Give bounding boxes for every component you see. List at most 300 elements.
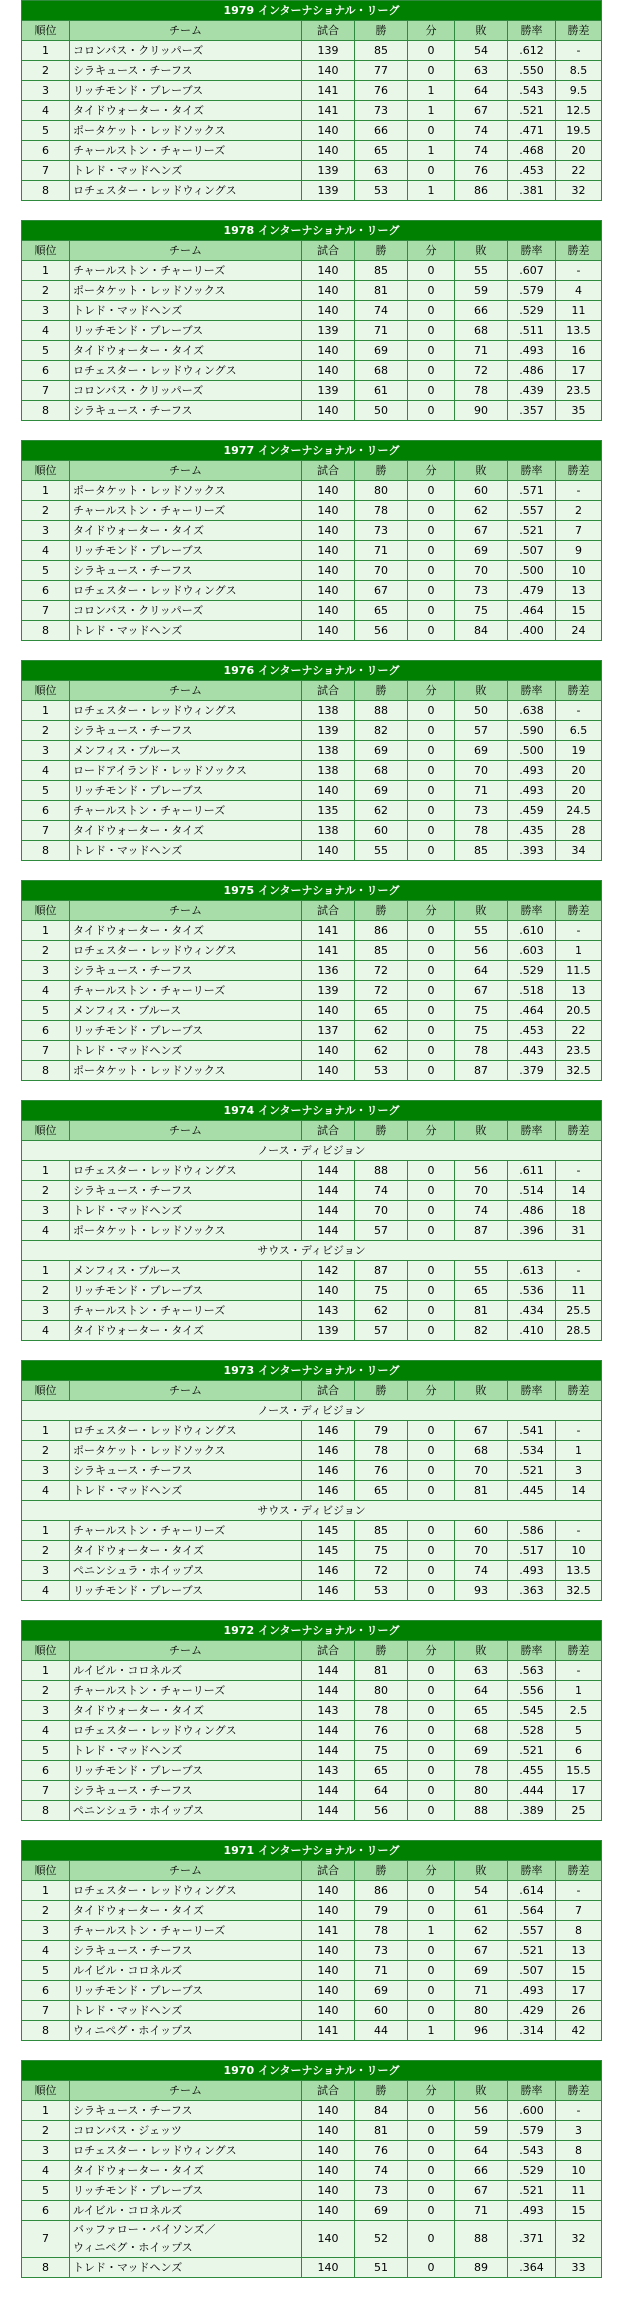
cell-team: コロンバス・ジェッツ — [70, 2121, 302, 2141]
cell-team: ロチェスター・レッドウィングス — [70, 181, 302, 201]
cell-gb: 1 — [556, 941, 602, 961]
cell-pct: .445 — [508, 1481, 556, 1501]
cell-games: 144 — [302, 1781, 355, 1801]
cell-wins: 64 — [355, 1781, 408, 1801]
header-row — [22, 681, 602, 701]
season-title: 1975 インターナショナル・リーグ — [22, 881, 602, 901]
cell-gb: 33 — [556, 2258, 602, 2278]
season-table — [21, 880, 601, 1081]
cell-losses: 56 — [455, 941, 508, 961]
cell-draws: 0 — [408, 1761, 455, 1781]
cell-gb: 42 — [556, 2021, 602, 2041]
cell-gb: 3 — [556, 1461, 602, 1481]
cell-losses: 70 — [455, 761, 508, 781]
cell-draws: 0 — [408, 2101, 455, 2121]
cell-gb: 32.5 — [556, 1061, 602, 1081]
cell-pct: .612 — [508, 41, 556, 61]
table-row — [22, 1961, 602, 1981]
cell-team: チャールストン・チャーリーズ — [70, 801, 302, 821]
column-header-rank: 順位 — [22, 461, 70, 481]
column-header-gb: 勝差 — [556, 1641, 602, 1661]
cell-wins: 52 — [355, 2221, 408, 2258]
cell-losses: 64 — [455, 961, 508, 981]
standings-table — [21, 1840, 602, 2041]
table-row — [22, 1421, 602, 1441]
cell-pct: .590 — [508, 721, 556, 741]
cell-games: 143 — [302, 1761, 355, 1781]
cell-losses: 88 — [455, 2221, 508, 2258]
standings-table — [21, 1100, 602, 1341]
column-header-wins: 勝 — [355, 1861, 408, 1881]
column-header-wins: 勝 — [355, 1121, 408, 1141]
cell-pct: .586 — [508, 1521, 556, 1541]
cell-games: 140 — [302, 521, 355, 541]
table-row — [22, 1201, 602, 1221]
cell-games: 140 — [302, 841, 355, 861]
cell-wins: 84 — [355, 2101, 408, 2121]
cell-games: 140 — [302, 2181, 355, 2201]
cell-gb: 17 — [556, 361, 602, 381]
table-row — [22, 2181, 602, 2201]
cell-gb: 35 — [556, 401, 602, 421]
cell-pct: .493 — [508, 1981, 556, 2001]
cell-gb: 7 — [556, 521, 602, 541]
cell-rank: 1 — [22, 921, 70, 941]
cell-losses: 60 — [455, 481, 508, 501]
cell-pct: .511 — [508, 321, 556, 341]
cell-draws: 0 — [408, 1521, 455, 1541]
cell-team: シラキュース・チーフス — [70, 1941, 302, 1961]
cell-draws: 0 — [408, 781, 455, 801]
cell-gb: 10 — [556, 2161, 602, 2181]
cell-wins: 69 — [355, 781, 408, 801]
table-row — [22, 1281, 602, 1301]
cell-games: 140 — [302, 1961, 355, 1981]
season-title-row — [22, 1841, 602, 1861]
cell-team: トレド・マッドヘンズ — [70, 1041, 302, 1061]
cell-wins: 75 — [355, 1541, 408, 1561]
table-row — [22, 1441, 602, 1461]
cell-team: シラキュース・チーフス — [70, 721, 302, 741]
cell-gb: 20 — [556, 781, 602, 801]
cell-pct: .493 — [508, 781, 556, 801]
cell-team: リッチモンド・ブレーブス — [70, 781, 302, 801]
column-header-games: 試合 — [302, 241, 355, 261]
cell-rank: 5 — [22, 1961, 70, 1981]
table-row — [22, 61, 602, 81]
cell-pct: .486 — [508, 1201, 556, 1221]
team-name-line: ウィニペグ・ホイップス — [73, 2241, 193, 2254]
cell-gb: 32.5 — [556, 1581, 602, 1601]
column-header-draws: 分 — [408, 241, 455, 261]
cell-team: トレド・マッドヘンズ — [70, 1741, 302, 1761]
cell-games: 144 — [302, 1221, 355, 1241]
cell-team: タイドウォーター・タイズ — [70, 2161, 302, 2181]
cell-gb: 19 — [556, 741, 602, 761]
cell-pct: .556 — [508, 1681, 556, 1701]
cell-gb: 9.5 — [556, 81, 602, 101]
cell-team: ロチェスター・レッドウィングス — [70, 1421, 302, 1441]
cell-games: 140 — [302, 481, 355, 501]
cell-wins: 78 — [355, 1441, 408, 1461]
cell-pct: .507 — [508, 541, 556, 561]
cell-draws: 0 — [408, 1801, 455, 1821]
cell-games: 141 — [302, 921, 355, 941]
division-name: サウス・ディビジョン — [22, 1241, 602, 1261]
cell-losses: 80 — [455, 2001, 508, 2021]
standings-table — [21, 220, 602, 421]
cell-pct: .314 — [508, 2021, 556, 2041]
standings-table — [21, 0, 602, 201]
division-name: サウス・ディビジョン — [22, 1501, 602, 1521]
cell-pct: .541 — [508, 1421, 556, 1441]
cell-games: 140 — [302, 281, 355, 301]
table-row — [22, 141, 602, 161]
cell-draws: 0 — [408, 1001, 455, 1021]
cell-games: 140 — [302, 361, 355, 381]
cell-wins: 69 — [355, 741, 408, 761]
season-title: 1978 インターナショナル・リーグ — [22, 221, 602, 241]
cell-pct: .545 — [508, 1701, 556, 1721]
cell-games: 135 — [302, 801, 355, 821]
header-row — [22, 1861, 602, 1881]
table-row — [22, 301, 602, 321]
cell-games: 140 — [302, 781, 355, 801]
cell-team: ロチェスター・レッドウィングス — [70, 581, 302, 601]
season-table — [21, 1840, 601, 2041]
division-name: ノース・ディビジョン — [22, 1141, 602, 1161]
column-header-games: 試合 — [302, 681, 355, 701]
cell-team: ポータケット・レッドソックス — [70, 1221, 302, 1241]
cell-wins: 76 — [355, 2141, 408, 2161]
cell-wins: 65 — [355, 601, 408, 621]
cell-gb: 13 — [556, 1941, 602, 1961]
season-title-row — [22, 881, 602, 901]
table-row — [22, 121, 602, 141]
cell-losses: 87 — [455, 1061, 508, 1081]
cell-rank: 1 — [22, 1661, 70, 1681]
column-header-team: チーム — [70, 2081, 302, 2101]
season-table — [21, 1620, 601, 1821]
cell-team: チャールストン・チャーリーズ — [70, 1521, 302, 1541]
column-header-wins: 勝 — [355, 1641, 408, 1661]
cell-wins: 62 — [355, 801, 408, 821]
cell-team: リッチモンド・ブレーブス — [70, 2181, 302, 2201]
cell-draws: 0 — [408, 501, 455, 521]
cell-games: 140 — [302, 121, 355, 141]
cell-wins: 76 — [355, 1461, 408, 1481]
cell-draws: 0 — [408, 1421, 455, 1441]
cell-games: 144 — [302, 1721, 355, 1741]
cell-rank: 6 — [22, 1981, 70, 2001]
cell-team: リッチモンド・ブレーブス — [70, 321, 302, 341]
cell-team: リッチモンド・ブレーブス — [70, 1581, 302, 1601]
cell-gb: 10 — [556, 561, 602, 581]
cell-pct: .543 — [508, 2141, 556, 2161]
column-header-wins: 勝 — [355, 241, 408, 261]
cell-losses: 66 — [455, 2161, 508, 2181]
cell-wins: 68 — [355, 361, 408, 381]
table-row — [22, 961, 602, 981]
cell-losses: 62 — [455, 501, 508, 521]
cell-rank: 2 — [22, 721, 70, 741]
cell-team: リッチモンド・ブレーブス — [70, 1021, 302, 1041]
cell-losses: 57 — [455, 721, 508, 741]
cell-rank: 8 — [22, 621, 70, 641]
cell-draws: 0 — [408, 1021, 455, 1041]
cell-gb: 13 — [556, 981, 602, 1001]
cell-draws: 0 — [408, 281, 455, 301]
cell-draws: 0 — [408, 1661, 455, 1681]
cell-rank: 1 — [22, 1261, 70, 1281]
table-row — [22, 2001, 602, 2021]
cell-rank: 5 — [22, 1001, 70, 1021]
cell-games: 140 — [302, 601, 355, 621]
column-header-losses: 敗 — [455, 1381, 508, 1401]
cell-wins: 86 — [355, 921, 408, 941]
table-row — [22, 1301, 602, 1321]
cell-pct: .557 — [508, 501, 556, 521]
cell-pct: .434 — [508, 1301, 556, 1321]
cell-games: 140 — [302, 1001, 355, 1021]
cell-rank: 5 — [22, 121, 70, 141]
cell-gb: 8 — [556, 2141, 602, 2161]
cell-games: 139 — [302, 321, 355, 341]
cell-rank: 7 — [22, 601, 70, 621]
cell-gb: 1 — [556, 1681, 602, 1701]
cell-pct: .464 — [508, 1001, 556, 1021]
cell-games: 144 — [302, 1181, 355, 1201]
table-row — [22, 841, 602, 861]
cell-pct: .600 — [508, 2101, 556, 2121]
cell-rank: 6 — [22, 1761, 70, 1781]
cell-wins: 74 — [355, 2161, 408, 2181]
column-header-pct: 勝率 — [508, 2081, 556, 2101]
cell-draws: 0 — [408, 841, 455, 861]
column-header-gb: 勝差 — [556, 461, 602, 481]
column-header-rank: 順位 — [22, 21, 70, 41]
table-row — [22, 1041, 602, 1061]
cell-games: 141 — [302, 1921, 355, 1941]
cell-wins: 65 — [355, 1481, 408, 1501]
cell-pct: .493 — [508, 2201, 556, 2221]
table-row — [22, 1561, 602, 1581]
division-row — [22, 1401, 602, 1421]
cell-rank: 5 — [22, 561, 70, 581]
cell-draws: 0 — [408, 41, 455, 61]
column-header-draws: 分 — [408, 1641, 455, 1661]
cell-draws: 0 — [408, 321, 455, 341]
cell-losses: 67 — [455, 981, 508, 1001]
cell-losses: 59 — [455, 2121, 508, 2141]
column-header-wins: 勝 — [355, 2081, 408, 2101]
division-row — [22, 1141, 602, 1161]
cell-gb: 9 — [556, 541, 602, 561]
cell-games: 140 — [302, 2101, 355, 2121]
cell-wins: 57 — [355, 1321, 408, 1341]
column-header-wins: 勝 — [355, 901, 408, 921]
cell-wins: 63 — [355, 161, 408, 181]
cell-wins: 62 — [355, 1021, 408, 1041]
cell-team: シラキュース・チーフス — [70, 61, 302, 81]
cell-rank: 7 — [22, 1041, 70, 1061]
standings-table — [21, 440, 602, 641]
cell-gb: 32 — [556, 2221, 602, 2258]
cell-wins: 85 — [355, 1521, 408, 1541]
cell-draws: 0 — [408, 381, 455, 401]
cell-gb: 31 — [556, 1221, 602, 1241]
cell-pct: .500 — [508, 561, 556, 581]
cell-gb: 13 — [556, 581, 602, 601]
table-row — [22, 1741, 602, 1761]
table-row — [22, 2121, 602, 2141]
cell-draws: 0 — [408, 1261, 455, 1281]
cell-gb: - — [556, 1261, 602, 1281]
cell-rank: 2 — [22, 61, 70, 81]
cell-pct: .493 — [508, 1561, 556, 1581]
column-header-losses: 敗 — [455, 901, 508, 921]
cell-losses: 78 — [455, 381, 508, 401]
cell-gb: 22 — [556, 161, 602, 181]
cell-team: ロチェスター・レッドウィングス — [70, 2141, 302, 2161]
cell-wins: 85 — [355, 941, 408, 961]
cell-draws: 0 — [408, 561, 455, 581]
cell-rank: 3 — [22, 1921, 70, 1941]
cell-gb: 25 — [556, 1801, 602, 1821]
cell-team: コロンバス・クリッパーズ — [70, 41, 302, 61]
cell-pct: .486 — [508, 361, 556, 381]
column-header-draws: 分 — [408, 2081, 455, 2101]
cell-wins: 71 — [355, 541, 408, 561]
column-header-losses: 敗 — [455, 2081, 508, 2101]
cell-games: 138 — [302, 741, 355, 761]
cell-draws: 0 — [408, 2141, 455, 2161]
table-row — [22, 1921, 602, 1941]
cell-wins: 71 — [355, 1961, 408, 1981]
cell-gb: - — [556, 701, 602, 721]
table-row — [22, 1581, 602, 1601]
cell-team: シラキュース・チーフス — [70, 2101, 302, 2121]
column-header-gb: 勝差 — [556, 1381, 602, 1401]
cell-wins: 81 — [355, 2121, 408, 2141]
table-row — [22, 921, 602, 941]
cell-rank: 4 — [22, 1221, 70, 1241]
cell-rank: 1 — [22, 1421, 70, 1441]
cell-wins: 80 — [355, 481, 408, 501]
table-row — [22, 1901, 602, 1921]
column-header-losses: 敗 — [455, 241, 508, 261]
cell-pct: .528 — [508, 1721, 556, 1741]
cell-wins: 75 — [355, 1741, 408, 1761]
cell-team: タイドウォーター・タイズ — [70, 921, 302, 941]
cell-losses: 60 — [455, 1521, 508, 1541]
cell-draws: 0 — [408, 1981, 455, 2001]
cell-games: 146 — [302, 1441, 355, 1461]
cell-rank: 1 — [22, 1881, 70, 1901]
cell-pct: .521 — [508, 101, 556, 121]
cell-team: ルイビル・コロネルズ — [70, 1961, 302, 1981]
cell-gb: 34 — [556, 841, 602, 861]
table-row — [22, 1161, 602, 1181]
table-row — [22, 821, 602, 841]
column-header-wins: 勝 — [355, 681, 408, 701]
season-table — [21, 2060, 601, 2278]
cell-draws: 0 — [408, 2201, 455, 2221]
cell-rank: 2 — [22, 1541, 70, 1561]
cell-pct: .435 — [508, 821, 556, 841]
cell-games: 140 — [302, 581, 355, 601]
cell-team: タイドウォーター・タイズ — [70, 1701, 302, 1721]
header-row — [22, 1121, 602, 1141]
cell-rank: 1 — [22, 481, 70, 501]
cell-losses: 68 — [455, 1441, 508, 1461]
cell-pct: .521 — [508, 1461, 556, 1481]
season-title: 1973 インターナショナル・リーグ — [22, 1361, 602, 1381]
cell-games: 140 — [302, 61, 355, 81]
cell-rank: 4 — [22, 2161, 70, 2181]
cell-rank: 2 — [22, 2121, 70, 2141]
table-row — [22, 561, 602, 581]
cell-draws: 0 — [408, 801, 455, 821]
cell-losses: 69 — [455, 1741, 508, 1761]
cell-pct: .610 — [508, 921, 556, 941]
cell-wins: 78 — [355, 1921, 408, 1941]
cell-pct: .364 — [508, 2258, 556, 2278]
cell-losses: 71 — [455, 2201, 508, 2221]
cell-rank: 6 — [22, 141, 70, 161]
column-header-wins: 勝 — [355, 461, 408, 481]
cell-draws: 0 — [408, 1701, 455, 1721]
cell-wins: 73 — [355, 521, 408, 541]
season-title-row — [22, 1361, 602, 1381]
cell-team: リッチモンド・ブレーブス — [70, 1281, 302, 1301]
season-title-row — [22, 1, 602, 21]
cell-wins: 65 — [355, 1001, 408, 1021]
cell-rank: 1 — [22, 2101, 70, 2121]
cell-losses: 86 — [455, 181, 508, 201]
cell-wins: 75 — [355, 1281, 408, 1301]
cell-pct: .493 — [508, 761, 556, 781]
cell-pct: .453 — [508, 161, 556, 181]
cell-gb: 15.5 — [556, 1761, 602, 1781]
cell-wins: 72 — [355, 981, 408, 1001]
cell-team: ロチェスター・レッドウィングス — [70, 1881, 302, 1901]
cell-team: タイドウォーター・タイズ — [70, 1901, 302, 1921]
column-header-draws: 分 — [408, 681, 455, 701]
cell-gb: 23.5 — [556, 381, 602, 401]
cell-team: コロンバス・クリッパーズ — [70, 381, 302, 401]
column-header-losses: 敗 — [455, 21, 508, 41]
cell-gb: - — [556, 1421, 602, 1441]
cell-rank: 2 — [22, 1441, 70, 1461]
cell-games: 146 — [302, 1421, 355, 1441]
cell-games: 138 — [302, 761, 355, 781]
column-header-losses: 敗 — [455, 1121, 508, 1141]
cell-rank: 4 — [22, 1321, 70, 1341]
cell-gb: 15 — [556, 601, 602, 621]
table-row — [22, 281, 602, 301]
table-row — [22, 2258, 602, 2278]
column-header-team: チーム — [70, 681, 302, 701]
cell-rank: 1 — [22, 1161, 70, 1181]
cell-losses: 74 — [455, 141, 508, 161]
cell-rank: 1 — [22, 41, 70, 61]
cell-losses: 78 — [455, 1761, 508, 1781]
table-row — [22, 801, 602, 821]
season-title-row — [22, 221, 602, 241]
cell-losses: 76 — [455, 161, 508, 181]
cell-team: シラキュース・チーフス — [70, 1781, 302, 1801]
